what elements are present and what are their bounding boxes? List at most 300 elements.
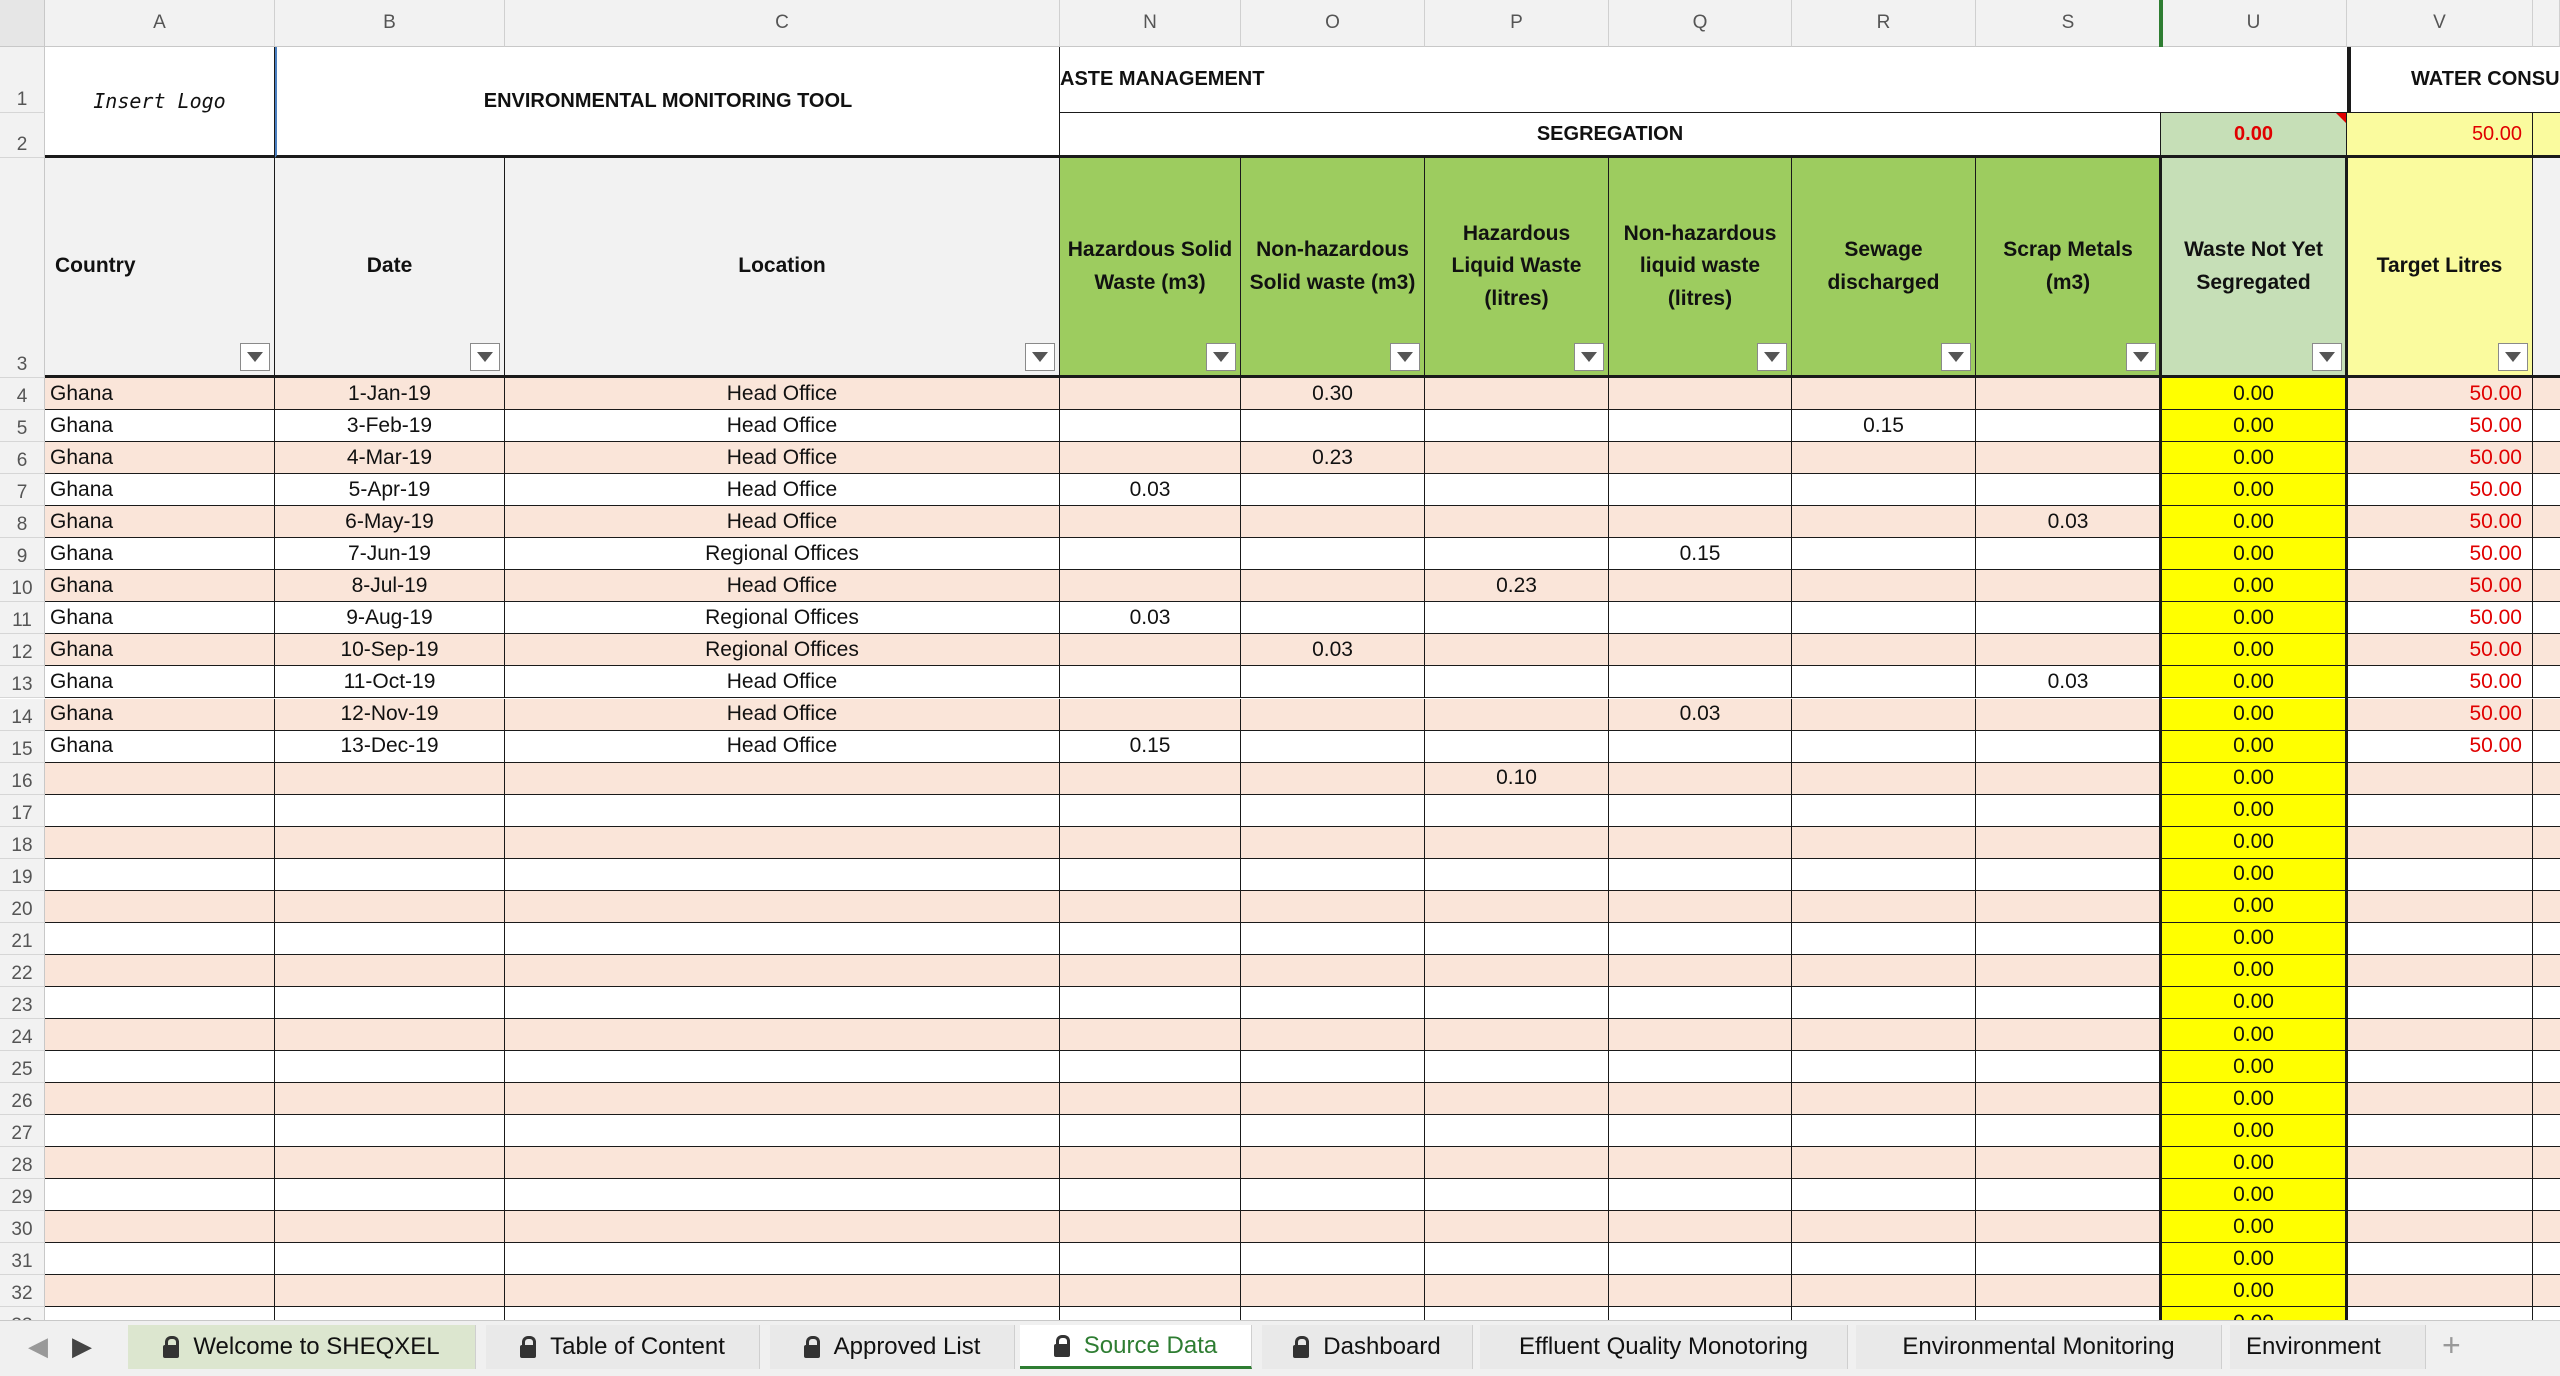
cell-s-5[interactable] (1976, 410, 2161, 442)
next-sheet-icon[interactable]: ▶ (72, 1331, 92, 1361)
row-header-8[interactable]: 8 (0, 506, 45, 538)
cell-q-13[interactable] (1609, 666, 1792, 698)
cell-o-20[interactable] (1241, 891, 1425, 923)
cell-p-14[interactable] (1425, 699, 1609, 731)
cell-w-10[interactable] (2533, 570, 2560, 602)
u2-cell[interactable] (2161, 113, 2347, 158)
cell-p-12[interactable] (1425, 634, 1609, 666)
column-header-p[interactable]: P (1425, 0, 1609, 47)
cell-w-28[interactable] (2533, 1147, 2560, 1179)
row-header-12[interactable]: 12 (0, 634, 45, 666)
cell-b-30[interactable] (275, 1211, 505, 1243)
cell-c-27[interactable] (505, 1115, 1060, 1147)
cell-u-28[interactable]: 0.00 (2161, 1147, 2347, 1179)
cell-s-24[interactable] (1976, 1019, 2161, 1051)
cell-u-32[interactable]: 0.00 (2161, 1275, 2347, 1307)
cell-s-7[interactable] (1976, 474, 2161, 506)
cell-w-15[interactable] (2533, 731, 2560, 763)
cell-r-4[interactable] (1792, 378, 1976, 410)
cell-v-31[interactable] (2347, 1243, 2533, 1275)
cell-u-14[interactable]: 0.00 (2161, 699, 2347, 731)
cell-b-16[interactable] (275, 763, 505, 795)
cell-q-30[interactable] (1609, 1211, 1792, 1243)
sheet-tab-table-of-content[interactable] (486, 1325, 760, 1369)
cell-a-9[interactable]: Ghana (45, 538, 275, 570)
cell-q-31[interactable] (1609, 1243, 1792, 1275)
cell-o-15[interactable] (1241, 731, 1425, 763)
cell-a-32[interactable] (45, 1275, 275, 1307)
cell-r-24[interactable] (1792, 1019, 1976, 1051)
cell-v-25[interactable] (2347, 1051, 2533, 1083)
cell-o-11[interactable] (1241, 602, 1425, 634)
cell-q-20[interactable] (1609, 891, 1792, 923)
cell-r-16[interactable] (1792, 763, 1976, 795)
cell-p-5[interactable] (1425, 410, 1609, 442)
cell-r-11[interactable] (1792, 602, 1976, 634)
cell-n-21[interactable] (1060, 923, 1241, 955)
cell-v-29[interactable] (2347, 1179, 2533, 1211)
cell-s-6[interactable] (1976, 442, 2161, 474)
row-header-32[interactable]: 32 (0, 1275, 45, 1307)
add-sheet-icon[interactable]: + (2442, 1327, 2461, 1363)
cell-c-28[interactable] (505, 1147, 1060, 1179)
cell-s-15[interactable] (1976, 731, 2161, 763)
cell-p-32[interactable] (1425, 1275, 1609, 1307)
cell-b-8[interactable]: 6-May-19 (275, 506, 505, 538)
cell-a-29[interactable] (45, 1179, 275, 1211)
cell-r-26[interactable] (1792, 1083, 1976, 1115)
row-header-5[interactable]: 5 (0, 410, 45, 442)
cell-q-28[interactable] (1609, 1147, 1792, 1179)
cell-a-24[interactable] (45, 1019, 275, 1051)
row-header-1[interactable]: 1 (0, 47, 45, 113)
cell-a-25[interactable] (45, 1051, 275, 1083)
cell-w-31[interactable] (2533, 1243, 2560, 1275)
cell-r-21[interactable] (1792, 923, 1976, 955)
cell-v-20[interactable] (2347, 891, 2533, 923)
cell-n-29[interactable] (1060, 1179, 1241, 1211)
cell-p-13[interactable] (1425, 666, 1609, 698)
sheet-tab-welcome-to-sheqxel[interactable] (128, 1325, 476, 1369)
cell-a-27[interactable] (45, 1115, 275, 1147)
cell-v-12[interactable]: 50.00 (2347, 634, 2533, 666)
cell-p-25[interactable] (1425, 1051, 1609, 1083)
cell-u-23[interactable]: 0.00 (2161, 987, 2347, 1019)
cell-b-26[interactable] (275, 1083, 505, 1115)
select-all-corner[interactable] (0, 0, 45, 47)
column-header-q[interactable]: Q (1609, 0, 1792, 47)
filter-dropdown-icon[interactable] (1025, 343, 1055, 371)
cell-c-7[interactable]: Head Office (505, 474, 1060, 506)
cell-n-30[interactable] (1060, 1211, 1241, 1243)
cell-c-16[interactable] (505, 763, 1060, 795)
cell-b-13[interactable]: 11-Oct-19 (275, 666, 505, 698)
cell-p-21[interactable] (1425, 923, 1609, 955)
cell-u-18[interactable]: 0.00 (2161, 827, 2347, 859)
cell-q-10[interactable] (1609, 570, 1792, 602)
header-cell-v[interactable] (2347, 158, 2533, 378)
cell-b-20[interactable] (275, 891, 505, 923)
sheet-tab-environmental-monitoring[interactable] (1856, 1325, 2222, 1369)
cell-n-32[interactable] (1060, 1275, 1241, 1307)
cell-r-22[interactable] (1792, 955, 1976, 987)
cell-w-11[interactable] (2533, 602, 2560, 634)
cell-c-32[interactable] (505, 1275, 1060, 1307)
cell-n-6[interactable] (1060, 442, 1241, 474)
cell-s-22[interactable] (1976, 955, 2161, 987)
cell-v-19[interactable] (2347, 859, 2533, 891)
cell-w-20[interactable] (2533, 891, 2560, 923)
header-cell-r[interactable] (1792, 158, 1976, 378)
cell-c-5[interactable]: Head Office (505, 410, 1060, 442)
cell-w-14[interactable] (2533, 699, 2560, 731)
cell-c-12[interactable]: Regional Offices (505, 634, 1060, 666)
cell-q-21[interactable] (1609, 923, 1792, 955)
tool-title-cell[interactable] (275, 47, 1060, 158)
cell-w-19[interactable] (2533, 859, 2560, 891)
cell-n-22[interactable] (1060, 955, 1241, 987)
row-header-4[interactable]: 4 (0, 378, 45, 410)
cell-u-10[interactable]: 0.00 (2161, 570, 2347, 602)
cell-n-13[interactable] (1060, 666, 1241, 698)
cell-q-24[interactable] (1609, 1019, 1792, 1051)
cell-b-4[interactable]: 1-Jan-19 (275, 378, 505, 410)
cell-r-32[interactable] (1792, 1275, 1976, 1307)
filter-dropdown-icon[interactable] (2312, 343, 2342, 371)
cell-u-4[interactable]: 0.00 (2161, 378, 2347, 410)
header-cell-u[interactable] (2161, 158, 2347, 378)
header-cell-c[interactable] (505, 158, 1060, 378)
cell-p-18[interactable] (1425, 827, 1609, 859)
cell-s-16[interactable] (1976, 763, 2161, 795)
cell-b-23[interactable] (275, 987, 505, 1019)
cell-o-22[interactable] (1241, 955, 1425, 987)
cell-r-12[interactable] (1792, 634, 1976, 666)
column-header-a[interactable]: A (45, 0, 275, 47)
filter-dropdown-icon[interactable] (2498, 343, 2528, 371)
cell-w-4[interactable] (2533, 378, 2560, 410)
cell-w-17[interactable] (2533, 795, 2560, 827)
cell-s-8[interactable]: 0.03 (1976, 506, 2161, 538)
row-header-14[interactable]: 14 (0, 699, 45, 731)
cell-q-17[interactable] (1609, 795, 1792, 827)
cell-p-6[interactable] (1425, 442, 1609, 474)
water-title-cell[interactable] (2347, 47, 2560, 113)
cell-a-6[interactable]: Ghana (45, 442, 275, 474)
cell-w-30[interactable] (2533, 1211, 2560, 1243)
header-cell-s[interactable] (1976, 158, 2161, 378)
cell-c-8[interactable]: Head Office (505, 506, 1060, 538)
cell-v-11[interactable]: 50.00 (2347, 602, 2533, 634)
segregation-cell[interactable] (1060, 113, 2161, 158)
cell-o-14[interactable] (1241, 699, 1425, 731)
row-header-22[interactable]: 22 (0, 955, 45, 987)
column-header-b[interactable]: B (275, 0, 505, 47)
cell-u-8[interactable]: 0.00 (2161, 506, 2347, 538)
cell-s-4[interactable] (1976, 378, 2161, 410)
cell-c-17[interactable] (505, 795, 1060, 827)
cell-c-6[interactable]: Head Office (505, 442, 1060, 474)
cell-o-17[interactable] (1241, 795, 1425, 827)
cell-q-7[interactable] (1609, 474, 1792, 506)
cell-b-17[interactable] (275, 795, 505, 827)
cell-u-20[interactable]: 0.00 (2161, 891, 2347, 923)
cell-q-27[interactable] (1609, 1115, 1792, 1147)
cell-o-19[interactable] (1241, 859, 1425, 891)
cell-o-10[interactable] (1241, 570, 1425, 602)
cell-o-28[interactable] (1241, 1147, 1425, 1179)
cell-n-7[interactable]: 0.03 (1060, 474, 1241, 506)
cell-u-27[interactable]: 0.00 (2161, 1115, 2347, 1147)
cell-b-11[interactable]: 9-Aug-19 (275, 602, 505, 634)
cell-v-8[interactable]: 50.00 (2347, 506, 2533, 538)
row-header-26[interactable]: 26 (0, 1083, 45, 1115)
cell-w-18[interactable] (2533, 827, 2560, 859)
cell-u-6[interactable]: 0.00 (2161, 442, 2347, 474)
cell-a-17[interactable] (45, 795, 275, 827)
cell-o-8[interactable] (1241, 506, 1425, 538)
cell-u-7[interactable]: 0.00 (2161, 474, 2347, 506)
cell-b-29[interactable] (275, 1179, 505, 1211)
cell-u-21[interactable]: 0.00 (2161, 923, 2347, 955)
cell-o-27[interactable] (1241, 1115, 1425, 1147)
cell-p-29[interactable] (1425, 1179, 1609, 1211)
cell-v-7[interactable]: 50.00 (2347, 474, 2533, 506)
cell-q-29[interactable] (1609, 1179, 1792, 1211)
cell-b-5[interactable]: 3-Feb-19 (275, 410, 505, 442)
cell-b-7[interactable]: 5-Apr-19 (275, 474, 505, 506)
cell-a-19[interactable] (45, 859, 275, 891)
cell-p-19[interactable] (1425, 859, 1609, 891)
cell-q-26[interactable] (1609, 1083, 1792, 1115)
cell-w-5[interactable] (2533, 410, 2560, 442)
cell-s-10[interactable] (1976, 570, 2161, 602)
cell-q-12[interactable] (1609, 634, 1792, 666)
cell-n-24[interactable] (1060, 1019, 1241, 1051)
cell-b-21[interactable] (275, 923, 505, 955)
row-header-31[interactable]: 31 (0, 1243, 45, 1275)
cell-v-28[interactable] (2347, 1147, 2533, 1179)
row-header-25[interactable]: 25 (0, 1051, 45, 1083)
cell-r-30[interactable] (1792, 1211, 1976, 1243)
column-header-c[interactable]: C (505, 0, 1060, 47)
cell-w-29[interactable] (2533, 1179, 2560, 1211)
cell-w-26[interactable] (2533, 1083, 2560, 1115)
w2-cell[interactable] (2533, 113, 2560, 158)
cell-a-22[interactable] (45, 955, 275, 987)
cell-r-9[interactable] (1792, 538, 1976, 570)
cell-v-10[interactable]: 50.00 (2347, 570, 2533, 602)
cell-a-4[interactable]: Ghana (45, 378, 275, 410)
cell-n-12[interactable] (1060, 634, 1241, 666)
cell-s-25[interactable] (1976, 1051, 2161, 1083)
row-header-20[interactable]: 20 (0, 891, 45, 923)
cell-p-8[interactable] (1425, 506, 1609, 538)
cell-q-14[interactable]: 0.03 (1609, 699, 1792, 731)
cell-r-13[interactable] (1792, 666, 1976, 698)
cell-s-26[interactable] (1976, 1083, 2161, 1115)
cell-c-11[interactable]: Regional Offices (505, 602, 1060, 634)
cell-a-26[interactable] (45, 1083, 275, 1115)
cell-c-29[interactable] (505, 1179, 1060, 1211)
cell-v-6[interactable]: 50.00 (2347, 442, 2533, 474)
cell-a-16[interactable] (45, 763, 275, 795)
row-header-11[interactable]: 11 (0, 602, 45, 634)
cell-c-30[interactable] (505, 1211, 1060, 1243)
cell-s-23[interactable] (1976, 987, 2161, 1019)
row-header-30[interactable]: 30 (0, 1211, 45, 1243)
cell-n-15[interactable]: 0.15 (1060, 731, 1241, 763)
cell-a-23[interactable] (45, 987, 275, 1019)
cell-v-27[interactable] (2347, 1115, 2533, 1147)
cell-u-9[interactable]: 0.00 (2161, 538, 2347, 570)
cell-a-5[interactable]: Ghana (45, 410, 275, 442)
cell-o-13[interactable] (1241, 666, 1425, 698)
cell-q-16[interactable] (1609, 763, 1792, 795)
cell-b-31[interactable] (275, 1243, 505, 1275)
cell-q-5[interactable] (1609, 410, 1792, 442)
cell-p-7[interactable] (1425, 474, 1609, 506)
cell-n-31[interactable] (1060, 1243, 1241, 1275)
cell-q-9[interactable]: 0.15 (1609, 538, 1792, 570)
cell-b-28[interactable] (275, 1147, 505, 1179)
cell-w-16[interactable] (2533, 763, 2560, 795)
cell-u-30[interactable]: 0.00 (2161, 1211, 2347, 1243)
cell-p-31[interactable] (1425, 1243, 1609, 1275)
cell-r-5[interactable]: 0.15 (1792, 410, 1976, 442)
cell-q-4[interactable] (1609, 378, 1792, 410)
cell-u-11[interactable]: 0.00 (2161, 602, 2347, 634)
cell-n-8[interactable] (1060, 506, 1241, 538)
cell-c-9[interactable]: Regional Offices (505, 538, 1060, 570)
cell-w-23[interactable] (2533, 987, 2560, 1019)
cell-b-19[interactable] (275, 859, 505, 891)
cell-p-26[interactable] (1425, 1083, 1609, 1115)
cell-b-15[interactable]: 13-Dec-19 (275, 731, 505, 763)
cell-o-5[interactable] (1241, 410, 1425, 442)
cell-u-29[interactable]: 0.00 (2161, 1179, 2347, 1211)
row-header-23[interactable]: 23 (0, 987, 45, 1019)
cell-u-17[interactable]: 0.00 (2161, 795, 2347, 827)
cell-n-23[interactable] (1060, 987, 1241, 1019)
cell-u-24[interactable]: 0.00 (2161, 1019, 2347, 1051)
cell-v-21[interactable] (2347, 923, 2533, 955)
cell-b-32[interactable] (275, 1275, 505, 1307)
cell-r-25[interactable] (1792, 1051, 1976, 1083)
cell-c-18[interactable] (505, 827, 1060, 859)
cell-u-16[interactable]: 0.00 (2161, 763, 2347, 795)
cell-b-14[interactable]: 12-Nov-19 (275, 699, 505, 731)
cell-n-10[interactable] (1060, 570, 1241, 602)
header-cell-n[interactable] (1060, 158, 1241, 378)
filter-dropdown-icon[interactable] (1941, 343, 1971, 371)
cell-r-7[interactable] (1792, 474, 1976, 506)
cell-q-15[interactable] (1609, 731, 1792, 763)
cell-u-22[interactable]: 0.00 (2161, 955, 2347, 987)
cell-n-20[interactable] (1060, 891, 1241, 923)
cell-r-29[interactable] (1792, 1179, 1976, 1211)
row-header-13[interactable]: 13 (0, 666, 45, 698)
cell-o-29[interactable] (1241, 1179, 1425, 1211)
cell-o-7[interactable] (1241, 474, 1425, 506)
cell-c-26[interactable] (505, 1083, 1060, 1115)
row-header-21[interactable]: 21 (0, 923, 45, 955)
row-header-15[interactable]: 15 (0, 731, 45, 763)
sheet-tab-effluent-quality-monotoring[interactable] (1480, 1325, 1848, 1369)
cell-q-8[interactable] (1609, 506, 1792, 538)
cell-u-15[interactable]: 0.00 (2161, 731, 2347, 763)
column-header-v[interactable]: V (2347, 0, 2533, 47)
cell-c-20[interactable] (505, 891, 1060, 923)
cell-v-24[interactable] (2347, 1019, 2533, 1051)
row-header-7[interactable]: 7 (0, 474, 45, 506)
cell-s-17[interactable] (1976, 795, 2161, 827)
cell-u-31[interactable]: 0.00 (2161, 1243, 2347, 1275)
cell-o-32[interactable] (1241, 1275, 1425, 1307)
column-header-n[interactable]: N (1060, 0, 1241, 47)
cell-q-11[interactable] (1609, 602, 1792, 634)
cell-r-10[interactable] (1792, 570, 1976, 602)
cell-v-22[interactable] (2347, 955, 2533, 987)
cell-p-4[interactable] (1425, 378, 1609, 410)
header-cell-q[interactable] (1609, 158, 1792, 378)
cell-q-23[interactable] (1609, 987, 1792, 1019)
row-header-3[interactable]: 3 (0, 158, 45, 378)
sheet-tab-approved-list[interactable] (770, 1325, 1015, 1369)
cell-c-15[interactable]: Head Office (505, 731, 1060, 763)
row-header-17[interactable]: 17 (0, 795, 45, 827)
cell-r-19[interactable] (1792, 859, 1976, 891)
cell-b-9[interactable]: 7-Jun-19 (275, 538, 505, 570)
cell-c-22[interactable] (505, 955, 1060, 987)
row-header-19[interactable]: 19 (0, 859, 45, 891)
cell-a-15[interactable]: Ghana (45, 731, 275, 763)
sheet-tab-source-data[interactable] (1020, 1325, 1252, 1369)
logo-cell[interactable] (45, 47, 275, 158)
cell-b-25[interactable] (275, 1051, 505, 1083)
cell-c-21[interactable] (505, 923, 1060, 955)
cell-s-31[interactable] (1976, 1243, 2161, 1275)
cell-u-26[interactable]: 0.00 (2161, 1083, 2347, 1115)
cell-r-28[interactable] (1792, 1147, 1976, 1179)
cell-c-25[interactable] (505, 1051, 1060, 1083)
cell-a-7[interactable]: Ghana (45, 474, 275, 506)
cell-p-10[interactable]: 0.23 (1425, 570, 1609, 602)
cell-s-27[interactable] (1976, 1115, 2161, 1147)
cell-r-18[interactable] (1792, 827, 1976, 859)
cell-w-27[interactable] (2533, 1115, 2560, 1147)
cell-s-18[interactable] (1976, 827, 2161, 859)
header-cell-w[interactable] (2533, 158, 2560, 378)
cell-o-24[interactable] (1241, 1019, 1425, 1051)
cell-a-30[interactable] (45, 1211, 275, 1243)
cell-r-27[interactable] (1792, 1115, 1976, 1147)
filter-dropdown-icon[interactable] (1206, 343, 1236, 371)
filter-dropdown-icon[interactable] (1390, 343, 1420, 371)
cell-o-30[interactable] (1241, 1211, 1425, 1243)
cell-v-9[interactable]: 50.00 (2347, 538, 2533, 570)
cell-n-26[interactable] (1060, 1083, 1241, 1115)
cell-a-10[interactable]: Ghana (45, 570, 275, 602)
cell-a-18[interactable] (45, 827, 275, 859)
cell-n-9[interactable] (1060, 538, 1241, 570)
cell-c-10[interactable]: Head Office (505, 570, 1060, 602)
cell-w-32[interactable] (2533, 1275, 2560, 1307)
cell-v-13[interactable]: 50.00 (2347, 666, 2533, 698)
cell-r-14[interactable] (1792, 699, 1976, 731)
cell-o-9[interactable] (1241, 538, 1425, 570)
sheet-tab-environment[interactable] (2230, 1325, 2426, 1369)
